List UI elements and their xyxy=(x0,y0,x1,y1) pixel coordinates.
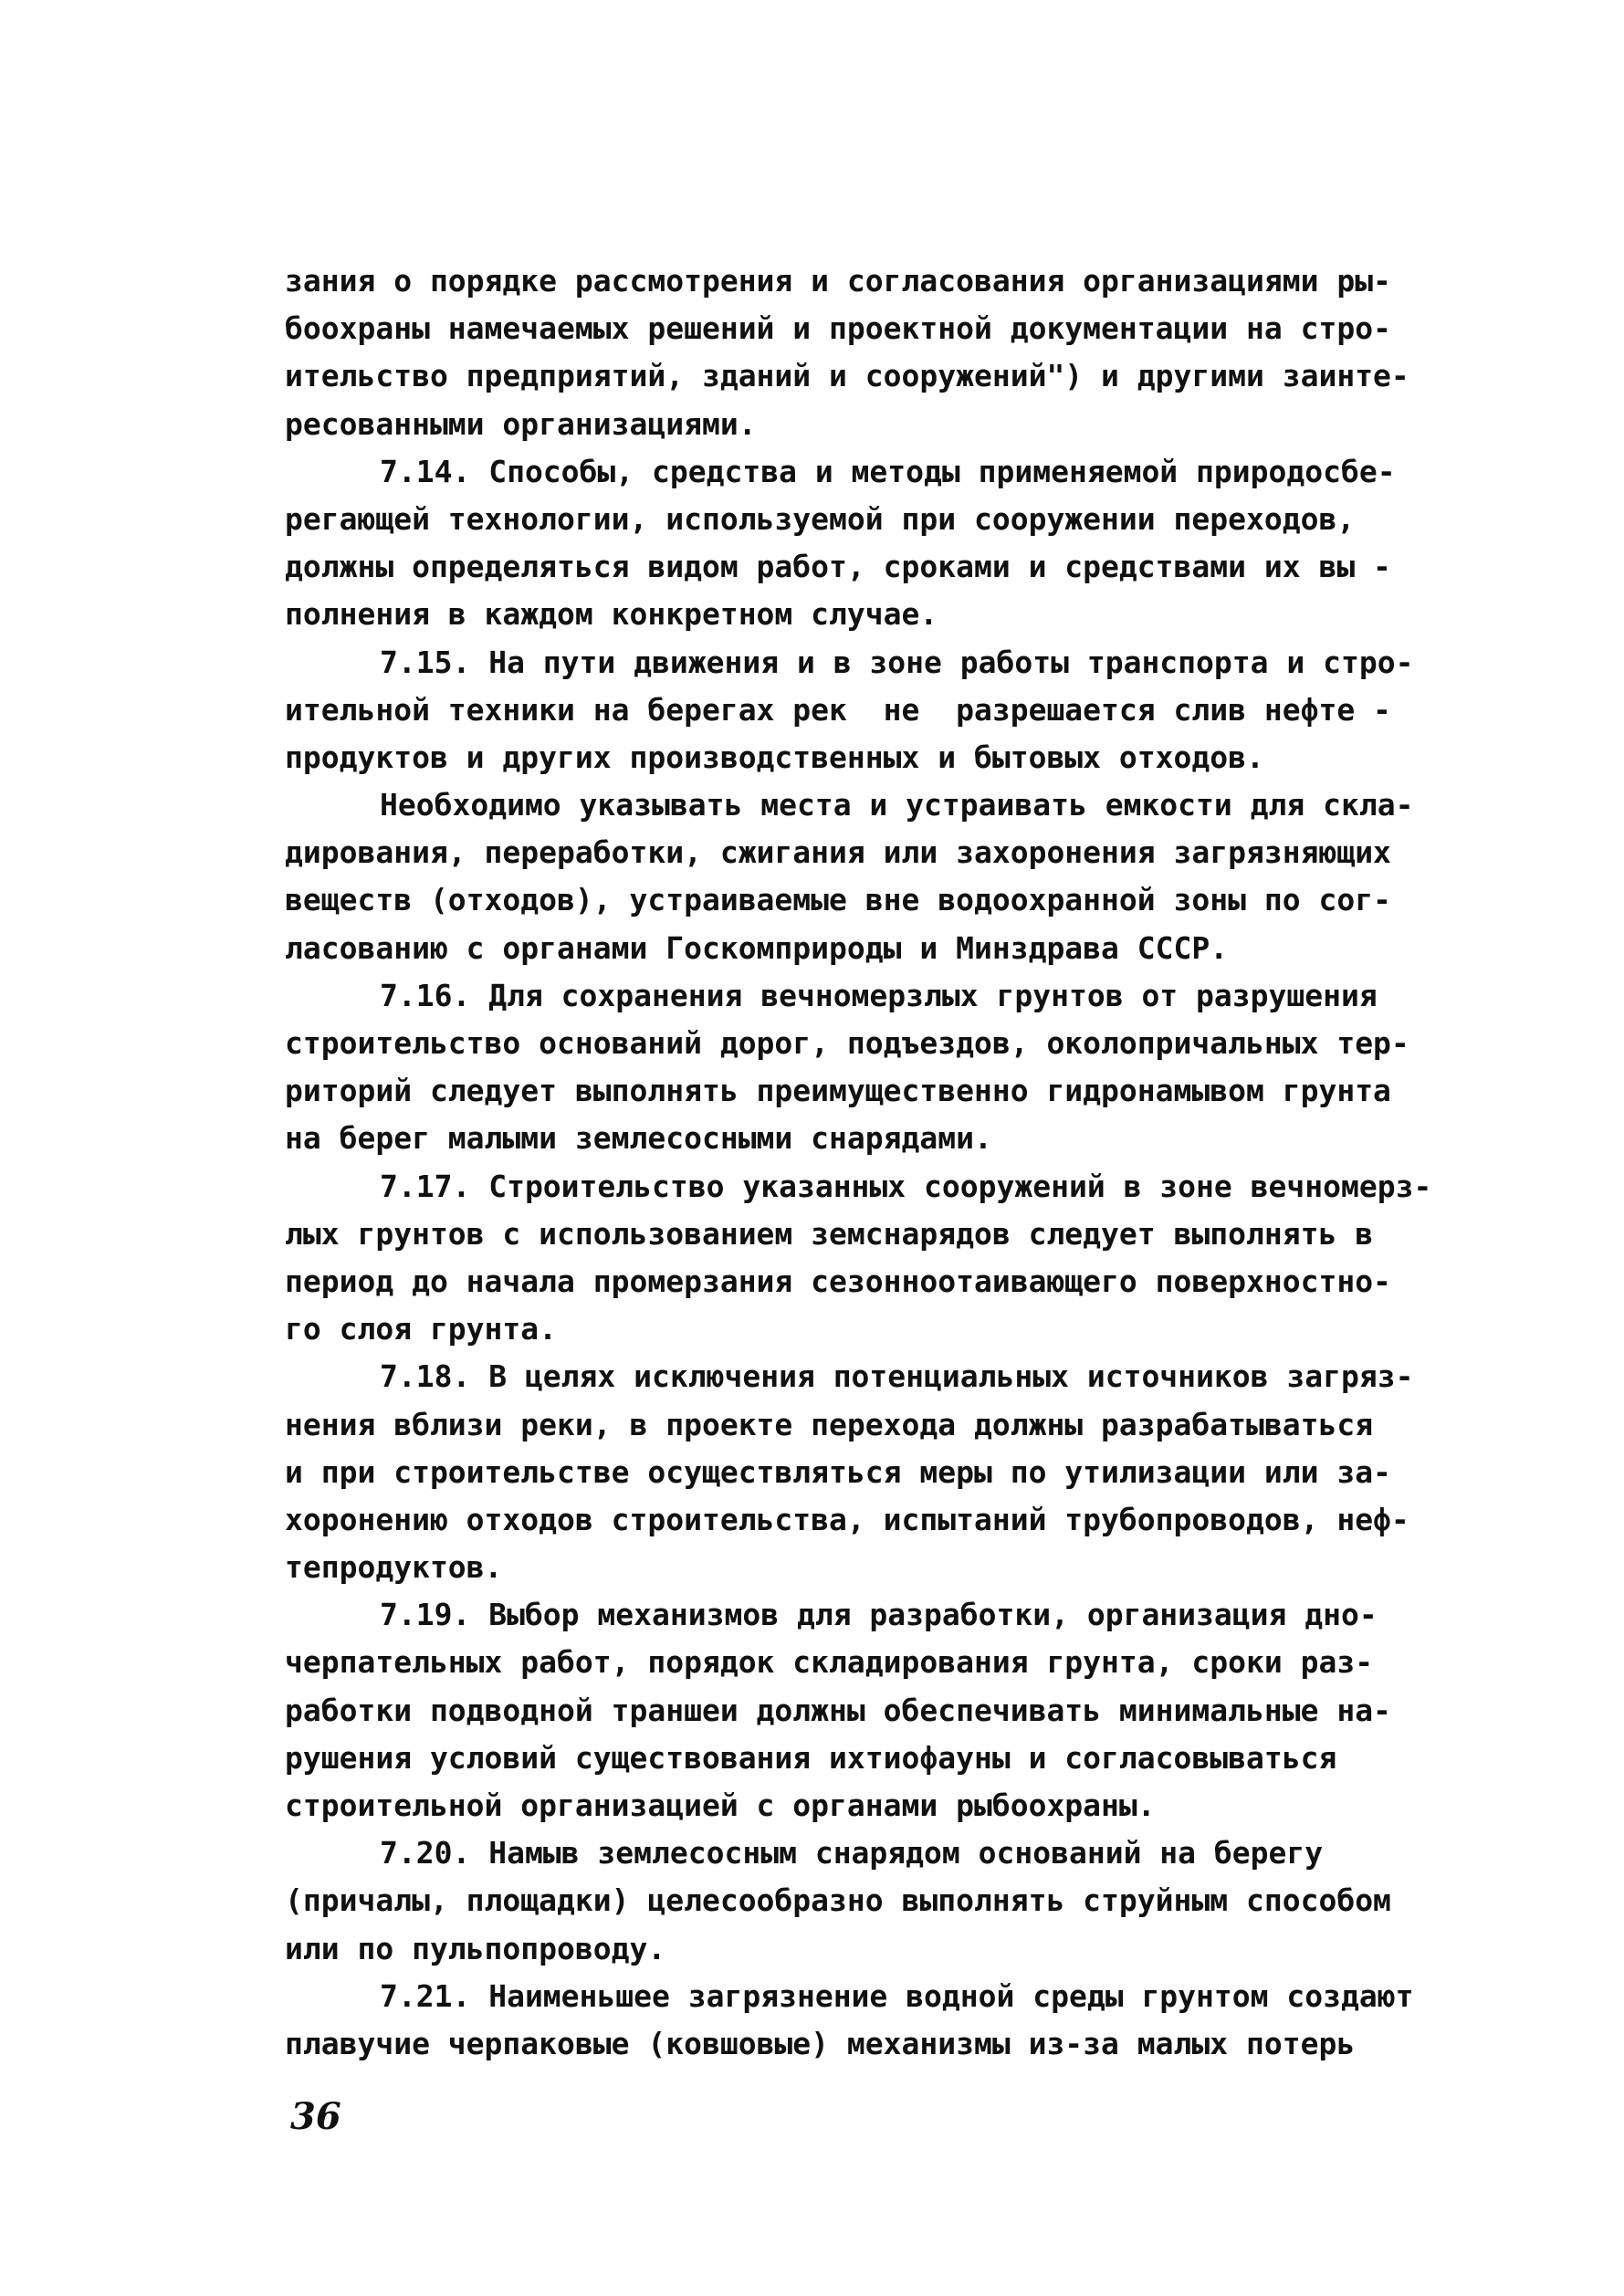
text-line: плавучие черпаковые (ковшовые) механизмы из-за малых потерь xyxy=(285,2025,1356,2061)
text-line: хоронению отходов строительства, испытаний трубопроводов, неф- xyxy=(285,1501,1409,1537)
text-line: ресованными организациями. xyxy=(285,405,757,442)
text-line: черпательных работ, порядок складирования грунта, сроки раз- xyxy=(285,1644,1374,1681)
text-line: работки подводной траншеи должны обеспечивать минимальные на- xyxy=(285,1692,1391,1728)
text-line: боохраны намечаемых решений и проектной документации на стро- xyxy=(285,310,1391,347)
text-line: должны определяться видом работ, сроками и средствами их вы - xyxy=(285,549,1391,585)
text-line: строительной организацией с органами рыбоохраны. xyxy=(285,1788,1156,1823)
paragraph-first-line: 7.16. Для сохранения вечномерзлых грунтов от разрушения xyxy=(380,977,1378,1013)
text-line: продуктов и других производственных и бытовых отходов. xyxy=(285,739,1264,775)
text-line: го слоя грунта. xyxy=(285,1311,558,1347)
paragraph-first-line: 7.19. Выбор механизмов для разработки, организация дно- xyxy=(380,1597,1378,1633)
paragraph-first-line: 7.21. Наименьшее загрязнение водной среды грунтом создают xyxy=(380,1977,1414,2014)
paragraph-first-line: 7.14. Способы, средства и методы применяемой природосбе- xyxy=(380,453,1396,489)
text-line: регающей технологии, используемой при сооружении переходов, xyxy=(285,500,1356,537)
text-line: рушения условий существования ихтиофауны и согласовываться xyxy=(285,1739,1337,1776)
text-line: на берег малыми землесосными снарядами. xyxy=(285,1120,992,1157)
text-line: риторий следует выполнять преимущественно гидронамывом грунта xyxy=(285,1073,1391,1109)
text-line: и при строительстве осуществляться меры по утилизации или за- xyxy=(285,1453,1391,1490)
paragraph-first-line: 7.18. В целях исключения потенциальных источников загряз- xyxy=(380,1358,1414,1395)
paragraph-first-line: Необходимо указывать места и устраивать емкости для скла- xyxy=(380,787,1414,823)
paragraph-first-line: 7.20. Намыв землесосным снарядом оснований на берегу xyxy=(380,1835,1324,1871)
text-line: тепродуктов. xyxy=(285,1549,503,1586)
text-line: или по пульпопроводу. xyxy=(285,1930,666,1966)
text-line: строительство оснований дорог, подъездов, околопричальных тер- xyxy=(285,1025,1409,1061)
text-line: период до начала промерзания сезонноотаивающего поверхностно- xyxy=(285,1263,1391,1299)
text-line: (причалы, площадки) целесообразно выполнять струйным способом xyxy=(285,1882,1391,1919)
page-number: 36 xyxy=(290,2095,341,2138)
text-line: ительной техники на берегах рек не разрешается слив нефте - xyxy=(285,691,1391,728)
text-line: лых грунтов с использованием земснарядов следует выполнять в xyxy=(285,1215,1374,1252)
text-line: веществ (отходов), устраиваемые вне водоохранной зоны по сог- xyxy=(285,882,1391,918)
body-text xyxy=(285,257,1490,2068)
text-line: нения вблизи реки, в проекте перехода должны разрабатываться xyxy=(285,1406,1374,1442)
paragraph-first-line: 7.15. На пути движения и в зоне работы транспорта и стро- xyxy=(380,644,1414,680)
text-line: ительство предприятий, зданий и сооружений") и другими заинте- xyxy=(285,358,1409,394)
text-line: ласованию с органами Госкомприроды и Минздрава СССР. xyxy=(285,929,1229,966)
paragraph-first-line: 7.17. Строительство указанных сооружений в зоне вечномерз- xyxy=(380,1168,1432,1204)
text-line: полнения в каждом конкретном случае. xyxy=(285,596,938,633)
text-line: дирования, переработки, сжигания или захоронения загрязняющих xyxy=(285,834,1391,871)
text-line: зания о порядке рассмотрения и согласования организациями ры- xyxy=(285,263,1391,299)
